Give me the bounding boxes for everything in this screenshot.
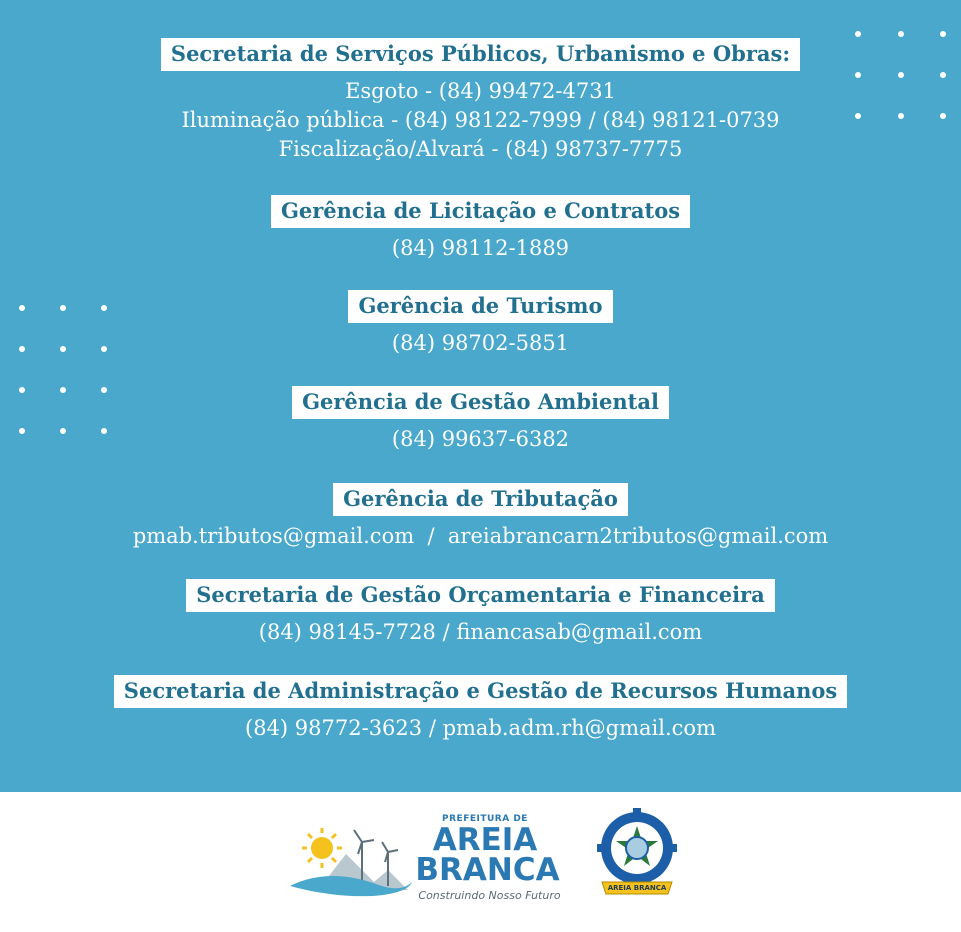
section-title: Gerência de Licitação e Contratos xyxy=(271,195,690,228)
contact-line: Esgoto - (84) 99472-4731 xyxy=(345,79,616,103)
section-title: Gerência de Turismo xyxy=(348,290,612,323)
logo-branca: BRANCA xyxy=(415,852,560,888)
section-licitacao xyxy=(0,195,961,263)
logo-prefix: PREFEITURA DE xyxy=(442,814,528,824)
contact-line: (84) 99637-6382 xyxy=(391,427,570,451)
contact-line: pmab.tributos@gmail.com / areiabrancarn2tributos@gmail.com xyxy=(132,524,829,548)
section-gestao-orcamentaria xyxy=(0,579,961,647)
section-title: Secretaria de Gestão Orçamentaria e Financeira xyxy=(186,579,774,612)
contact-line: (84) 98702-5851 xyxy=(391,331,570,355)
logo-slogan: Construindo Nosso Futuro xyxy=(418,889,561,902)
contact-line: Fiscalização/Alvará - (84) 98737-7775 xyxy=(278,137,683,161)
section-title: Secretaria de Administração e Gestão de Recursos Humanos xyxy=(114,675,847,708)
section-tributacao xyxy=(0,483,961,551)
seal-banner-text: AREIA BRANCA xyxy=(607,884,667,892)
section-servicos-publicos xyxy=(0,38,961,164)
contact-line: Iluminação pública - (84) 98122-7999 / (84) 98121-0739 xyxy=(181,108,780,132)
section-turismo xyxy=(0,290,961,358)
contact-line: (84) 98112-1889 xyxy=(391,236,570,260)
section-title: Gerência de Tributação xyxy=(333,483,628,516)
logo-areia: AREIA xyxy=(432,822,538,858)
section-gestao-ambiental xyxy=(0,386,961,454)
section-title: Secretaria de Serviços Públicos, Urbanismo e Obras: xyxy=(161,38,800,71)
contact-line: (84) 98145-7728 / financasab@gmail.com xyxy=(258,620,703,644)
section-title: Gerência de Gestão Ambiental xyxy=(292,386,669,419)
footer xyxy=(0,792,961,932)
sun-wind-logo-icon xyxy=(288,812,418,902)
section-recursos-humanos xyxy=(0,675,961,743)
contact-line: (84) 98772-3623 / pmab.adm.rh@gmail.com xyxy=(245,716,716,740)
